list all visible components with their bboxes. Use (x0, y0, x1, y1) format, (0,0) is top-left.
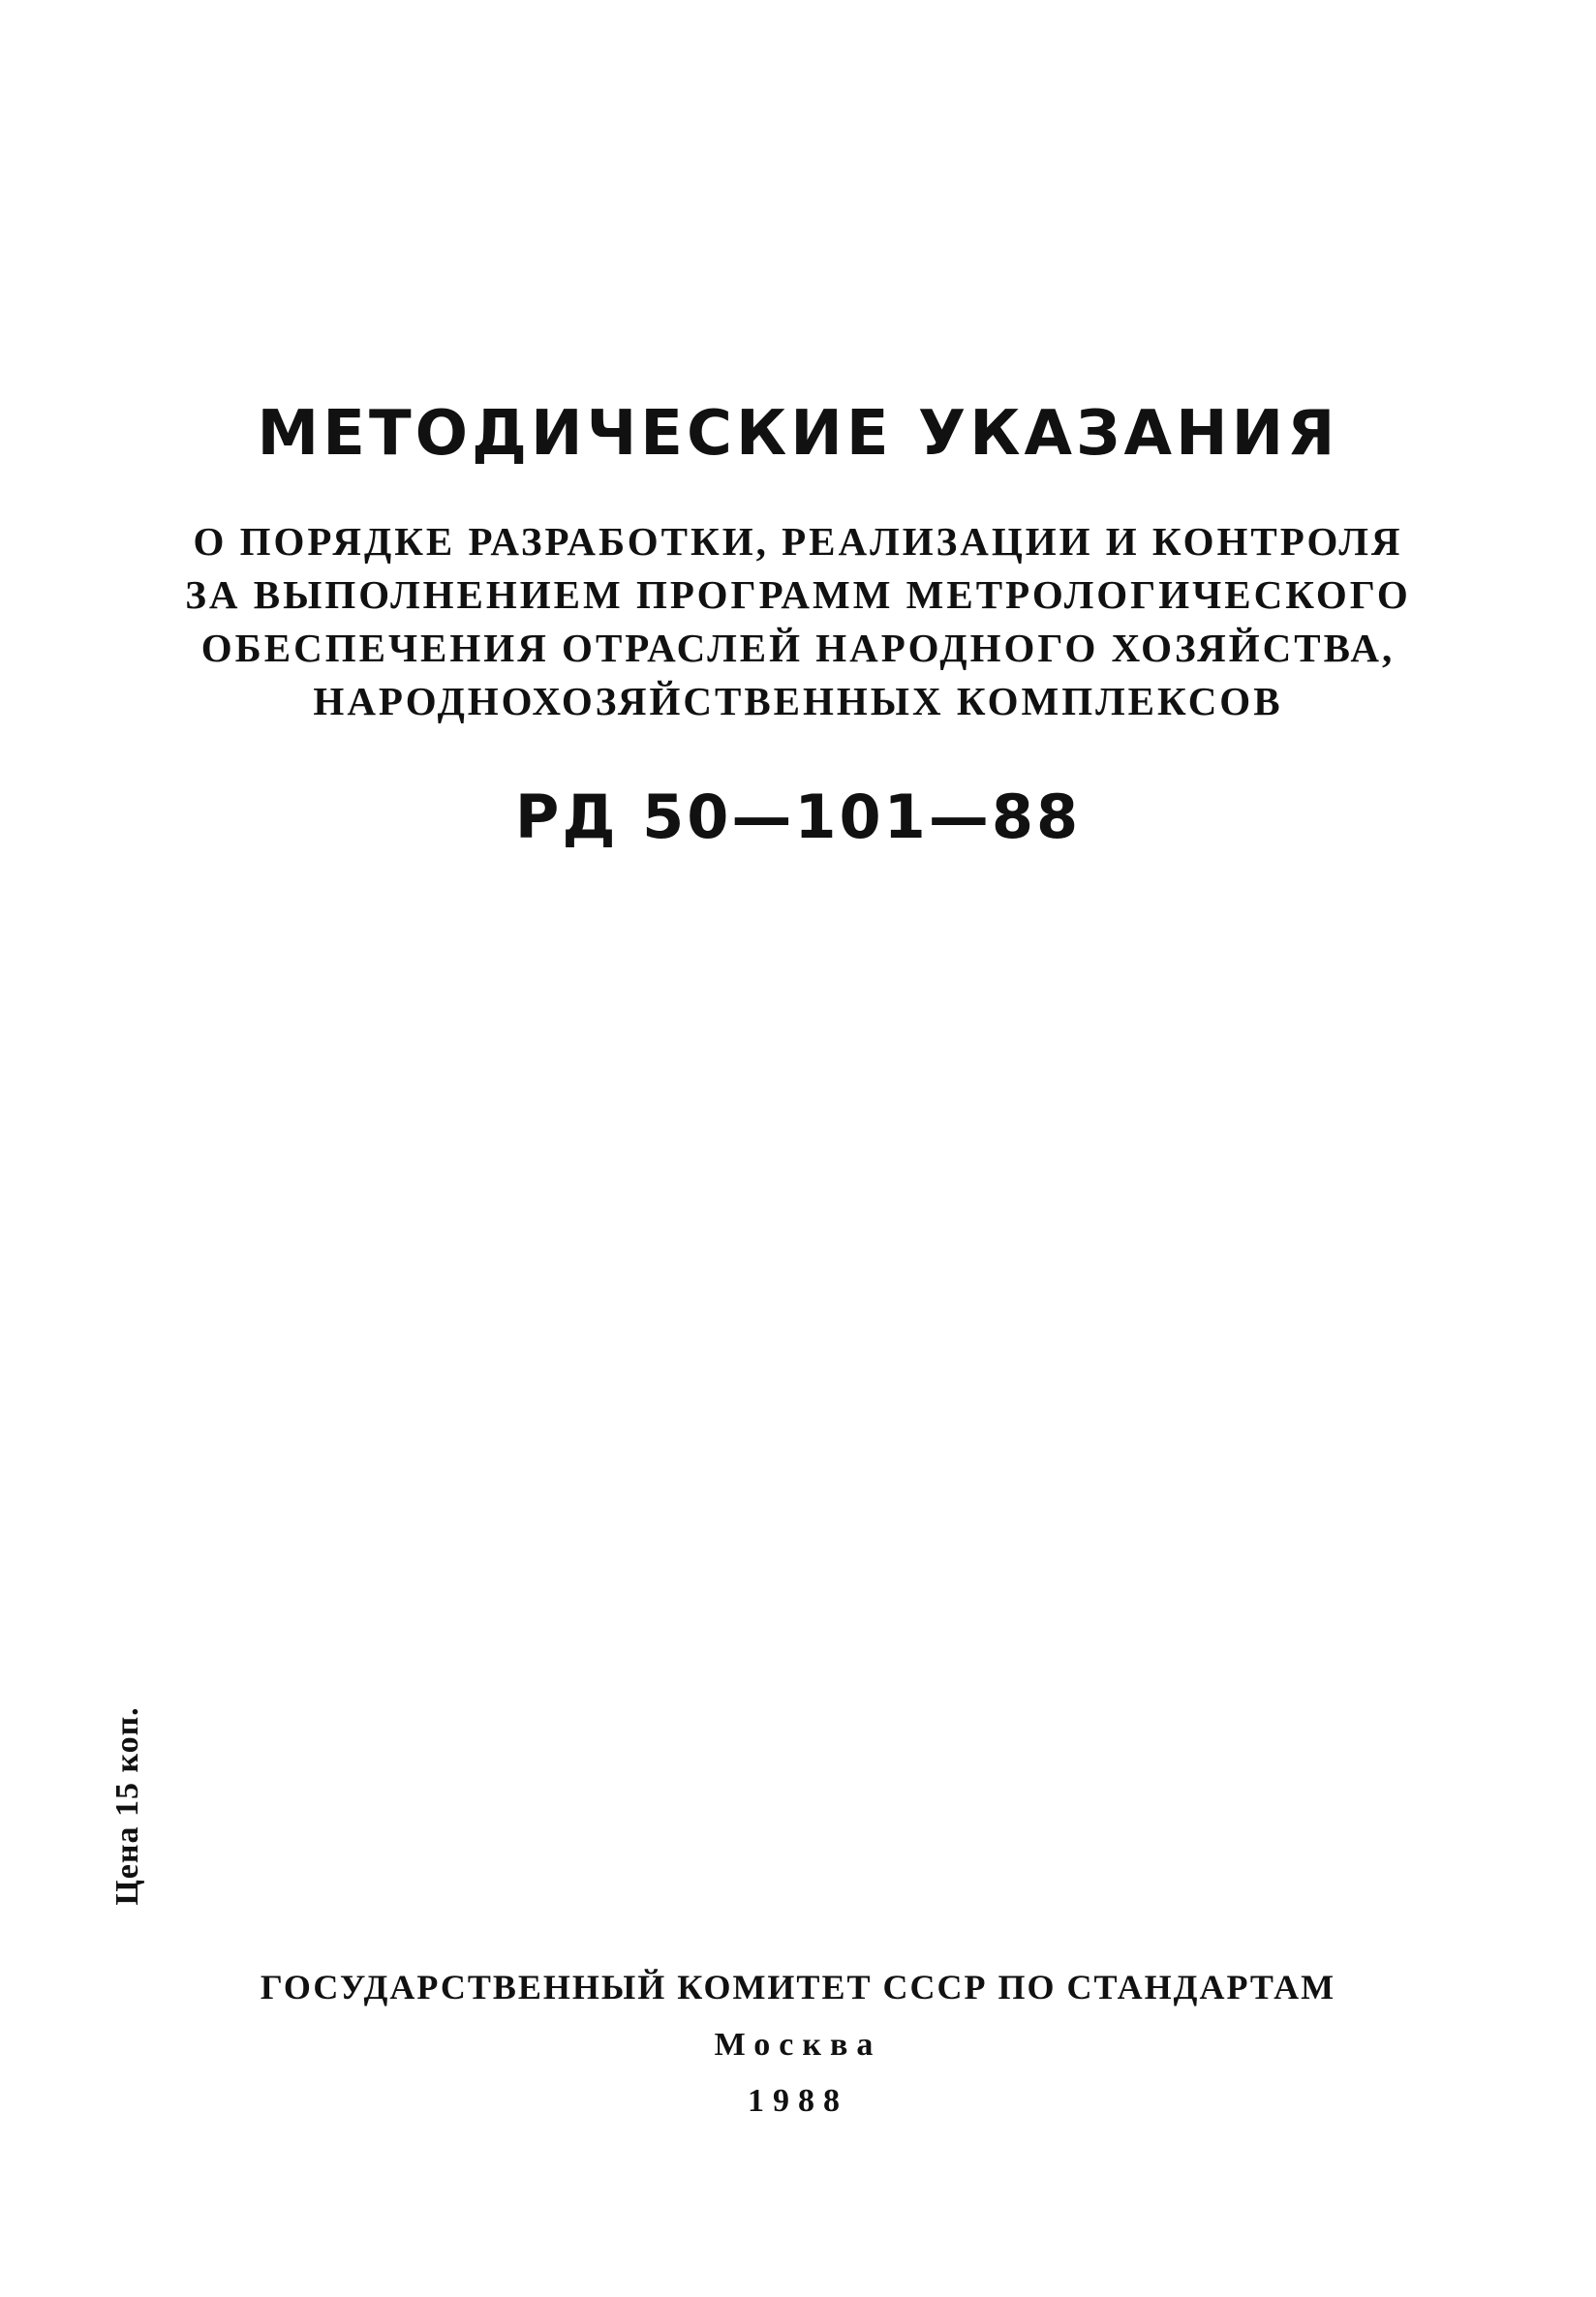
document-code: РД 50—101—88 (514, 781, 1082, 852)
subtitle-line: ЗА ВЫПОЛНЕНИЕМ ПРОГРАММ МЕТРОЛОГИЧЕСКОГО (185, 572, 1411, 617)
subtitle-line: НАРОДНОХОЗЯЙСТВЕННЫХ КОМПЛЕКСОВ (313, 679, 1283, 723)
publication-year: 1988 (748, 2083, 848, 2119)
publication-city: Москва (714, 2027, 882, 2063)
subtitle-line: О ПОРЯДКЕ РАЗРАБОТКИ, РЕАЛИЗАЦИИ И КОНТРОЛЯ (193, 519, 1403, 564)
document-title: МЕТОДИЧЕСКИЕ УКАЗАНИЯ (257, 398, 1339, 470)
publisher-name: ГОСУДАРСТВЕННЫЙ КОМИТЕТ СССР ПО СТАНДАРТАМ (260, 1968, 1336, 2006)
document-subtitle (0, 515, 1596, 728)
subtitle-line: ОБЕСПЕЧЕНИЯ ОТРАСЛЕЙ НАРОДНОГО ХОЗЯЙСТВА, (200, 626, 1396, 670)
price-label: Цена 15 коп. (109, 1706, 145, 1906)
